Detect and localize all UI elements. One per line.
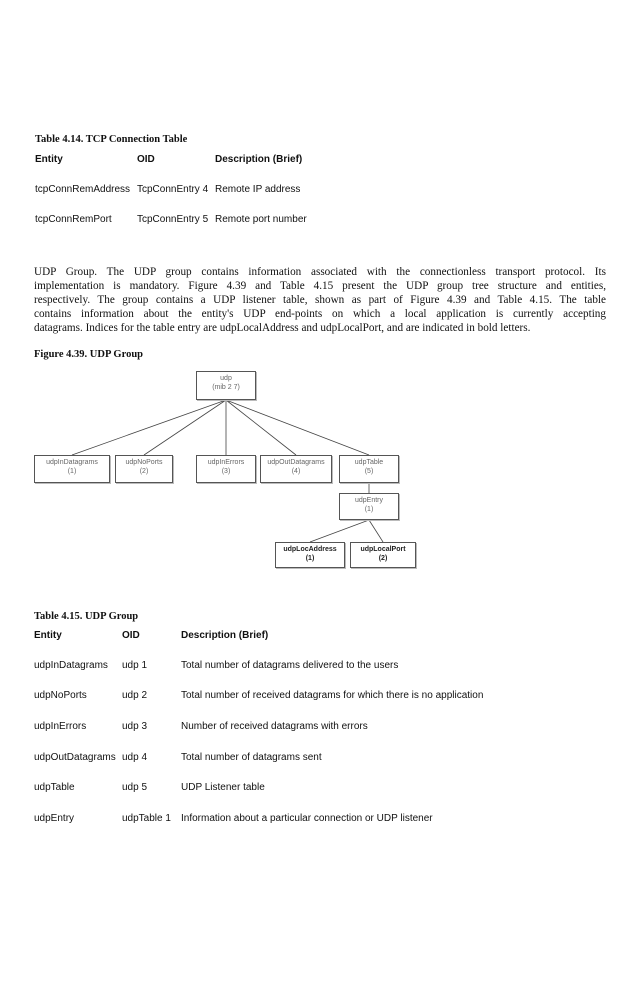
table-row-oid: TcpConnEntry 4 — [137, 184, 209, 195]
table-row-entity: udpTable — [34, 782, 75, 793]
table-4-14-header-description: Description (Brief) — [215, 154, 303, 165]
tree-node-udpinerrors — [196, 455, 256, 483]
tree-node-label: udpNoPorts — [125, 459, 163, 466]
table-row-description: Remote IP address — [215, 184, 301, 195]
tree-node-oid: (1) — [364, 506, 374, 513]
table-4-15-header-description: Description (Brief) — [181, 630, 269, 641]
tree-node-oid: (3) — [221, 468, 231, 475]
table-row-oid: udp 3 — [122, 721, 148, 732]
table-row-entity: udpOutDatagrams — [34, 752, 116, 763]
table-row-entity: tcpConnRemAddress — [35, 184, 131, 195]
table-4-14-caption: Table 4.14. TCP Connection Table — [35, 134, 188, 145]
table-row-description: Total number of received datagrams for which there is no application — [181, 690, 484, 701]
tree-node-oid: (1) — [305, 555, 315, 562]
tree-node-label: udpLocalPort — [360, 546, 406, 553]
table-row-entity: udpNoPorts — [34, 690, 87, 701]
tree-node-udpoutdatagrams — [260, 455, 332, 483]
table-row-entity: udpInErrors — [34, 721, 87, 732]
tree-node-oid: (mib 2 7) — [212, 384, 240, 391]
paragraph-line: datagrams. Indices for the table entry are udpLocalAddress and udpLocalPort, and are indicated in bold letters. — [34, 322, 531, 334]
table-row-oid: udp 4 — [122, 752, 148, 763]
table-row-description: Total number of datagrams delivered to the users — [181, 660, 399, 671]
table-row-oid: udp 1 — [122, 660, 148, 671]
tree-node-udplocaddress — [275, 542, 345, 568]
table-row-description: Number of received datagrams with errors — [181, 721, 368, 732]
table-row-oid: udp 2 — [122, 690, 148, 701]
tree-node-oid: (1) — [67, 468, 77, 475]
table-row-entity: udpInDatagrams — [34, 660, 108, 671]
tree-node-udptable — [339, 455, 399, 483]
paragraph-line: contains information about the entity's UDP end-points on which a local application is currently accepting — [34, 308, 606, 320]
tree-node-oid: (2) — [139, 468, 149, 475]
tree-node-label: udp — [220, 375, 232, 382]
table-row-oid: udpTable 1 — [122, 813, 171, 824]
tree-node-label: udpInErrors — [207, 459, 245, 466]
figure-4-39-caption: Figure 4.39. UDP Group — [34, 349, 143, 360]
table-row-description: Information about a particular connection or UDP listener — [181, 813, 433, 824]
tree-node-udpindatagrams — [34, 455, 110, 483]
table-row-description: Total number of datagrams sent — [181, 752, 322, 763]
table-row-oid: udp 5 — [122, 782, 148, 793]
paragraph-line: UDP Group. The UDP group contains information associated with the connectionless transport protocol. Its — [34, 266, 606, 278]
table-row-description: Remote port number — [215, 214, 307, 225]
table-row-entity: udpEntry — [34, 813, 75, 824]
table-4-14-header-oid: OID — [137, 154, 155, 165]
table-row-entity: tcpConnRemPort — [35, 214, 112, 225]
table-4-14-header-entity: Entity — [35, 154, 63, 165]
table-4-15-header-entity: Entity — [34, 630, 62, 641]
paragraph-line: implementation is mandatory. Figure 4.39 and Table 4.15 present the UDP group tree structure and entities, — [34, 280, 606, 292]
tree-node-label: udpTable — [354, 459, 384, 466]
table-4-15-header-oid: OID — [122, 630, 140, 641]
tree-node-oid: (2) — [378, 555, 388, 562]
table-4-15-caption: Table 4.15. UDP Group — [34, 611, 139, 622]
tree-node-label: udpEntry — [354, 497, 384, 504]
tree-node-udp — [196, 371, 256, 400]
tree-node-label: udpInDatagrams — [46, 459, 98, 466]
tree-node-oid: (5) — [364, 468, 374, 475]
tree-node-label: udpOutDatagrams — [267, 459, 325, 466]
tree-node-label: udpLocAddress — [283, 546, 337, 553]
tree-node-udpnoports — [115, 455, 173, 483]
table-row-oid: TcpConnEntry 5 — [137, 214, 209, 225]
tree-node-udplocalport — [350, 542, 416, 568]
paragraph-line: respectively. The group contains a UDP listener table, shown as part of Figure 4.39 and Table 4.15. The table — [34, 294, 606, 306]
table-row-description: UDP Listener table — [181, 782, 265, 793]
tree-node-oid: (4) — [291, 468, 301, 475]
tree-node-udpentry — [339, 493, 399, 520]
